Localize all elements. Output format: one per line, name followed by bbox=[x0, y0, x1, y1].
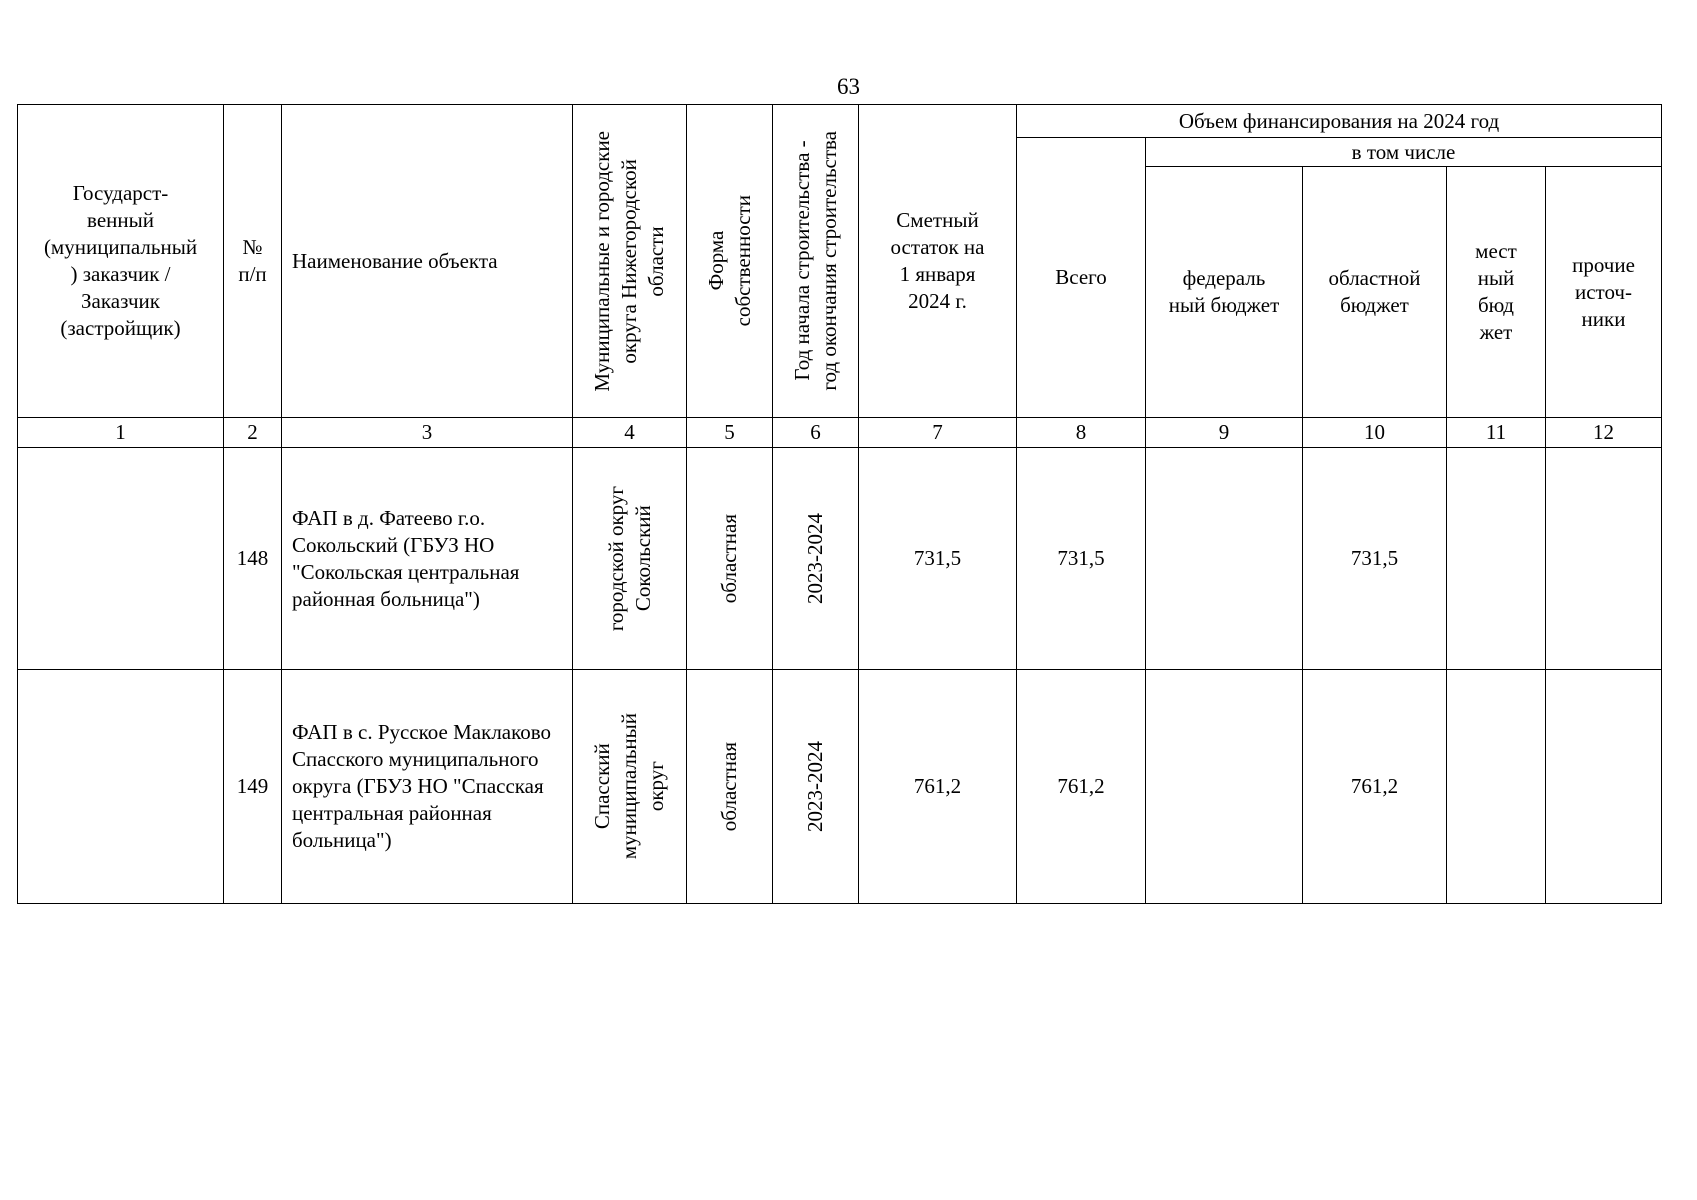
header-remainder: Сметный остаток на 1 января 2024 г. bbox=[859, 105, 1017, 418]
header-municipality: Муниципальные и городские округа Нижегородской области bbox=[590, 130, 668, 392]
row-years: 2023-2024 bbox=[803, 513, 827, 604]
column-number: 10 bbox=[1303, 418, 1447, 448]
header-customer: Государст- венный (муниципальный ) заказчик / Заказчик (застройщик) bbox=[18, 105, 224, 418]
row-years-cell bbox=[773, 448, 859, 670]
column-number: 8 bbox=[1017, 418, 1146, 448]
row-years: 2023-2024 bbox=[803, 741, 827, 832]
column-number: 3 bbox=[282, 418, 573, 448]
column-number: 1 bbox=[18, 418, 224, 448]
row-customer bbox=[18, 448, 224, 670]
header-row-1 bbox=[18, 105, 1662, 138]
header-local: мест ный бюд жет bbox=[1447, 167, 1546, 418]
header-funding-group: Объем финансирования на 2024 год bbox=[1017, 105, 1662, 138]
column-number: 5 bbox=[687, 418, 773, 448]
header-ownership: Форма собственности bbox=[703, 195, 755, 327]
row-total: 761,2 bbox=[1017, 670, 1146, 904]
row-object-name: ФАП в д. Фатеево г.о. Сокольский (ГБУЗ НО "Сокольская центральная районная больница") bbox=[282, 448, 573, 670]
row-local bbox=[1447, 670, 1546, 904]
row-remainder: 731,5 bbox=[859, 448, 1017, 670]
row-ownership-cell bbox=[687, 670, 773, 904]
column-number: 7 bbox=[859, 418, 1017, 448]
financing-table bbox=[17, 104, 1662, 904]
table-row bbox=[18, 448, 1662, 670]
header-including: в том числе bbox=[1146, 138, 1662, 167]
column-number: 2 bbox=[224, 418, 282, 448]
row-total: 731,5 bbox=[1017, 448, 1146, 670]
header-num: № п/п bbox=[224, 105, 282, 418]
column-number: 12 bbox=[1546, 418, 1662, 448]
table-row bbox=[18, 670, 1662, 904]
row-municipality: городской округ Сокольский bbox=[603, 485, 655, 632]
row-ownership-cell bbox=[687, 448, 773, 670]
header-federal: федераль ный бюджет bbox=[1146, 167, 1303, 418]
column-number: 11 bbox=[1447, 418, 1546, 448]
row-num: 148 bbox=[224, 448, 282, 670]
row-remainder: 761,2 bbox=[859, 670, 1017, 904]
row-federal bbox=[1146, 448, 1303, 670]
header-total: Всего bbox=[1017, 138, 1146, 418]
row-years-cell bbox=[773, 670, 859, 904]
row-other bbox=[1546, 670, 1662, 904]
column-number: 4 bbox=[573, 418, 687, 448]
row-object-name: ФАП в с. Русское Маклаково Спасского муниципального округа (ГБУЗ НО "Спасская центральная районная больница") bbox=[282, 670, 573, 904]
row-local bbox=[1447, 448, 1546, 670]
header-other: прочие источ- ники bbox=[1546, 167, 1662, 418]
row-ownership: областная bbox=[717, 741, 741, 832]
column-number: 9 bbox=[1146, 418, 1303, 448]
row-ownership: областная bbox=[717, 513, 741, 604]
header-municipality-cell bbox=[573, 105, 687, 418]
header-years-cell bbox=[773, 105, 859, 418]
row-municipality-cell bbox=[573, 448, 687, 670]
row-customer bbox=[18, 670, 224, 904]
header-years: Год начала строительства - год окончания строительства bbox=[789, 131, 841, 391]
page-number: 63 bbox=[837, 74, 860, 99]
header-object-name: Наименование объекта bbox=[282, 105, 573, 418]
column-number-row bbox=[18, 418, 1662, 448]
row-municipality-cell bbox=[573, 670, 687, 904]
row-regional: 731,5 bbox=[1303, 448, 1447, 670]
header-ownership-cell bbox=[687, 105, 773, 418]
column-number: 6 bbox=[773, 418, 859, 448]
row-regional: 761,2 bbox=[1303, 670, 1447, 904]
row-other bbox=[1546, 448, 1662, 670]
row-federal bbox=[1146, 670, 1303, 904]
row-num: 149 bbox=[224, 670, 282, 904]
row-municipality: Спасский муниципальный округ bbox=[590, 713, 668, 860]
header-regional: областной бюджет bbox=[1303, 167, 1447, 418]
